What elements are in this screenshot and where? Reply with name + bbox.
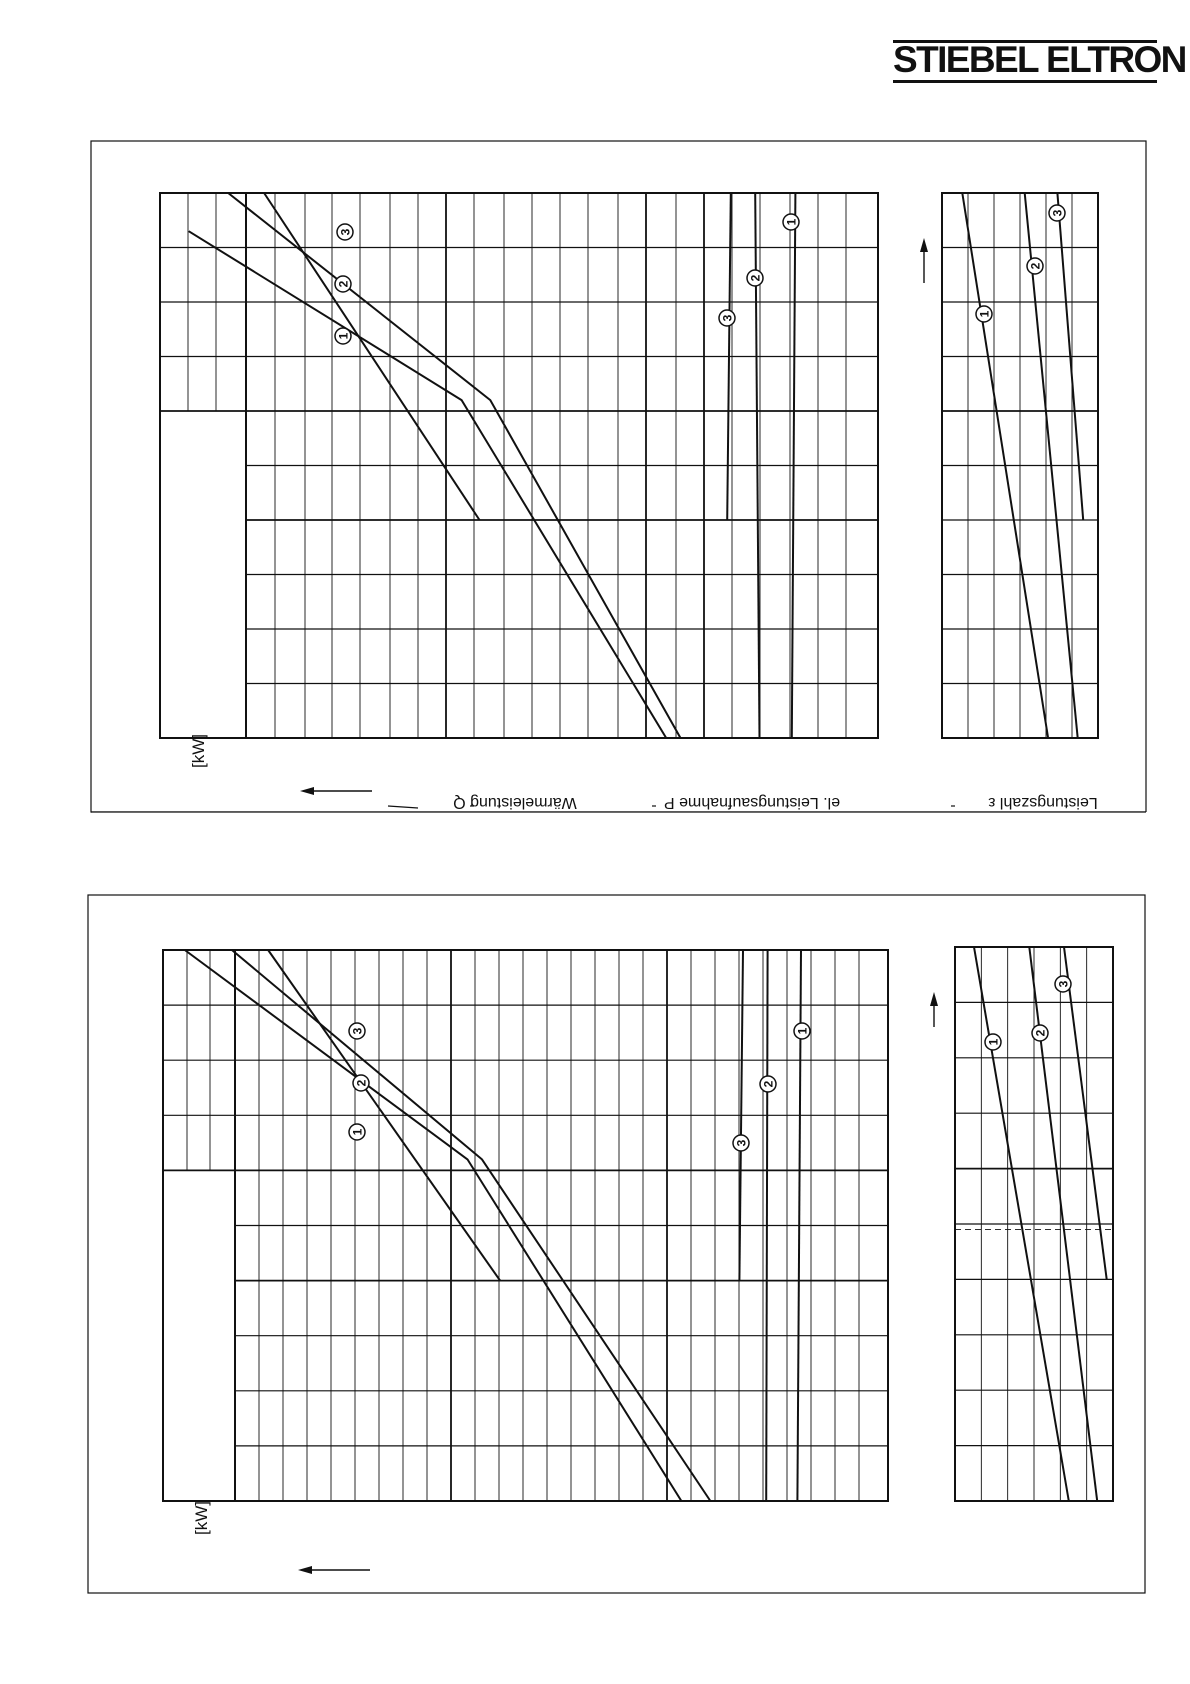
curve-marker <box>976 306 992 322</box>
arrowhead-up <box>920 238 928 252</box>
chart-top-frame <box>91 141 1147 826</box>
chart-frame <box>88 895 1145 1593</box>
curve-marker <box>733 1135 749 1151</box>
curve-marker <box>794 1023 810 1039</box>
marker-number: 2 <box>748 274 763 282</box>
arrowhead-left <box>300 787 314 795</box>
marker-number: 1 <box>784 218 799 226</box>
curve-marker <box>349 1124 365 1140</box>
marker-number: 3 <box>734 1139 749 1147</box>
y-unit-label: [kW] <box>189 734 208 768</box>
curve-marker <box>335 328 351 344</box>
curve-marker <box>1055 976 1071 992</box>
cop-plot-grid <box>942 193 1098 738</box>
curve-marker <box>985 1034 1001 1050</box>
marker-number: 1 <box>986 1038 1001 1046</box>
chart-bottom-frame <box>88 895 1145 1593</box>
marker-number: 2 <box>1028 262 1043 270</box>
curve-marker <box>760 1076 776 1092</box>
curve-marker <box>353 1075 369 1091</box>
curve-marker <box>335 276 351 292</box>
label-dash <box>388 806 418 808</box>
brand-name: STIEBEL ELTRON <box>893 39 1186 80</box>
curve-heat-output-1 <box>189 231 667 738</box>
axis-label: Leistungszahl ε <box>988 794 1098 811</box>
y-unit-label: [kW] <box>192 1501 211 1535</box>
marker-number: 3 <box>350 1027 365 1035</box>
axis-label: el. Leistungsaufnahme P <box>663 794 841 811</box>
curve-marker <box>1049 205 1065 221</box>
axis-label: Wärmeleistung Q <box>453 794 577 811</box>
marker-number: 3 <box>1056 980 1071 988</box>
arrowhead-left <box>298 1566 312 1574</box>
marker-number: 3 <box>1050 209 1065 217</box>
curve-marker <box>337 224 353 240</box>
curve-marker <box>349 1023 365 1039</box>
marker-number: 1 <box>336 332 351 340</box>
marker-number: 1 <box>795 1027 810 1035</box>
marker-number: 3 <box>338 228 353 236</box>
marker-number: 2 <box>354 1079 369 1087</box>
curve-marker <box>1027 258 1043 274</box>
axis-label-mask <box>92 812 1147 826</box>
marker-number: 1 <box>350 1128 365 1136</box>
marker-number: 1 <box>977 310 992 318</box>
curve-marker <box>1032 1025 1048 1041</box>
arrowhead-up <box>930 992 938 1006</box>
curve-marker <box>783 214 799 230</box>
marker-number: 2 <box>761 1080 776 1088</box>
main-plot-grid <box>160 193 878 738</box>
curve-marker <box>719 310 735 326</box>
curve-power-input-2 <box>766 950 767 1501</box>
curve-marker <box>747 270 763 286</box>
chart-frame <box>91 141 1146 812</box>
marker-number: 3 <box>720 314 735 322</box>
marker-number: 2 <box>336 280 351 288</box>
marker-number: 2 <box>1033 1029 1048 1037</box>
